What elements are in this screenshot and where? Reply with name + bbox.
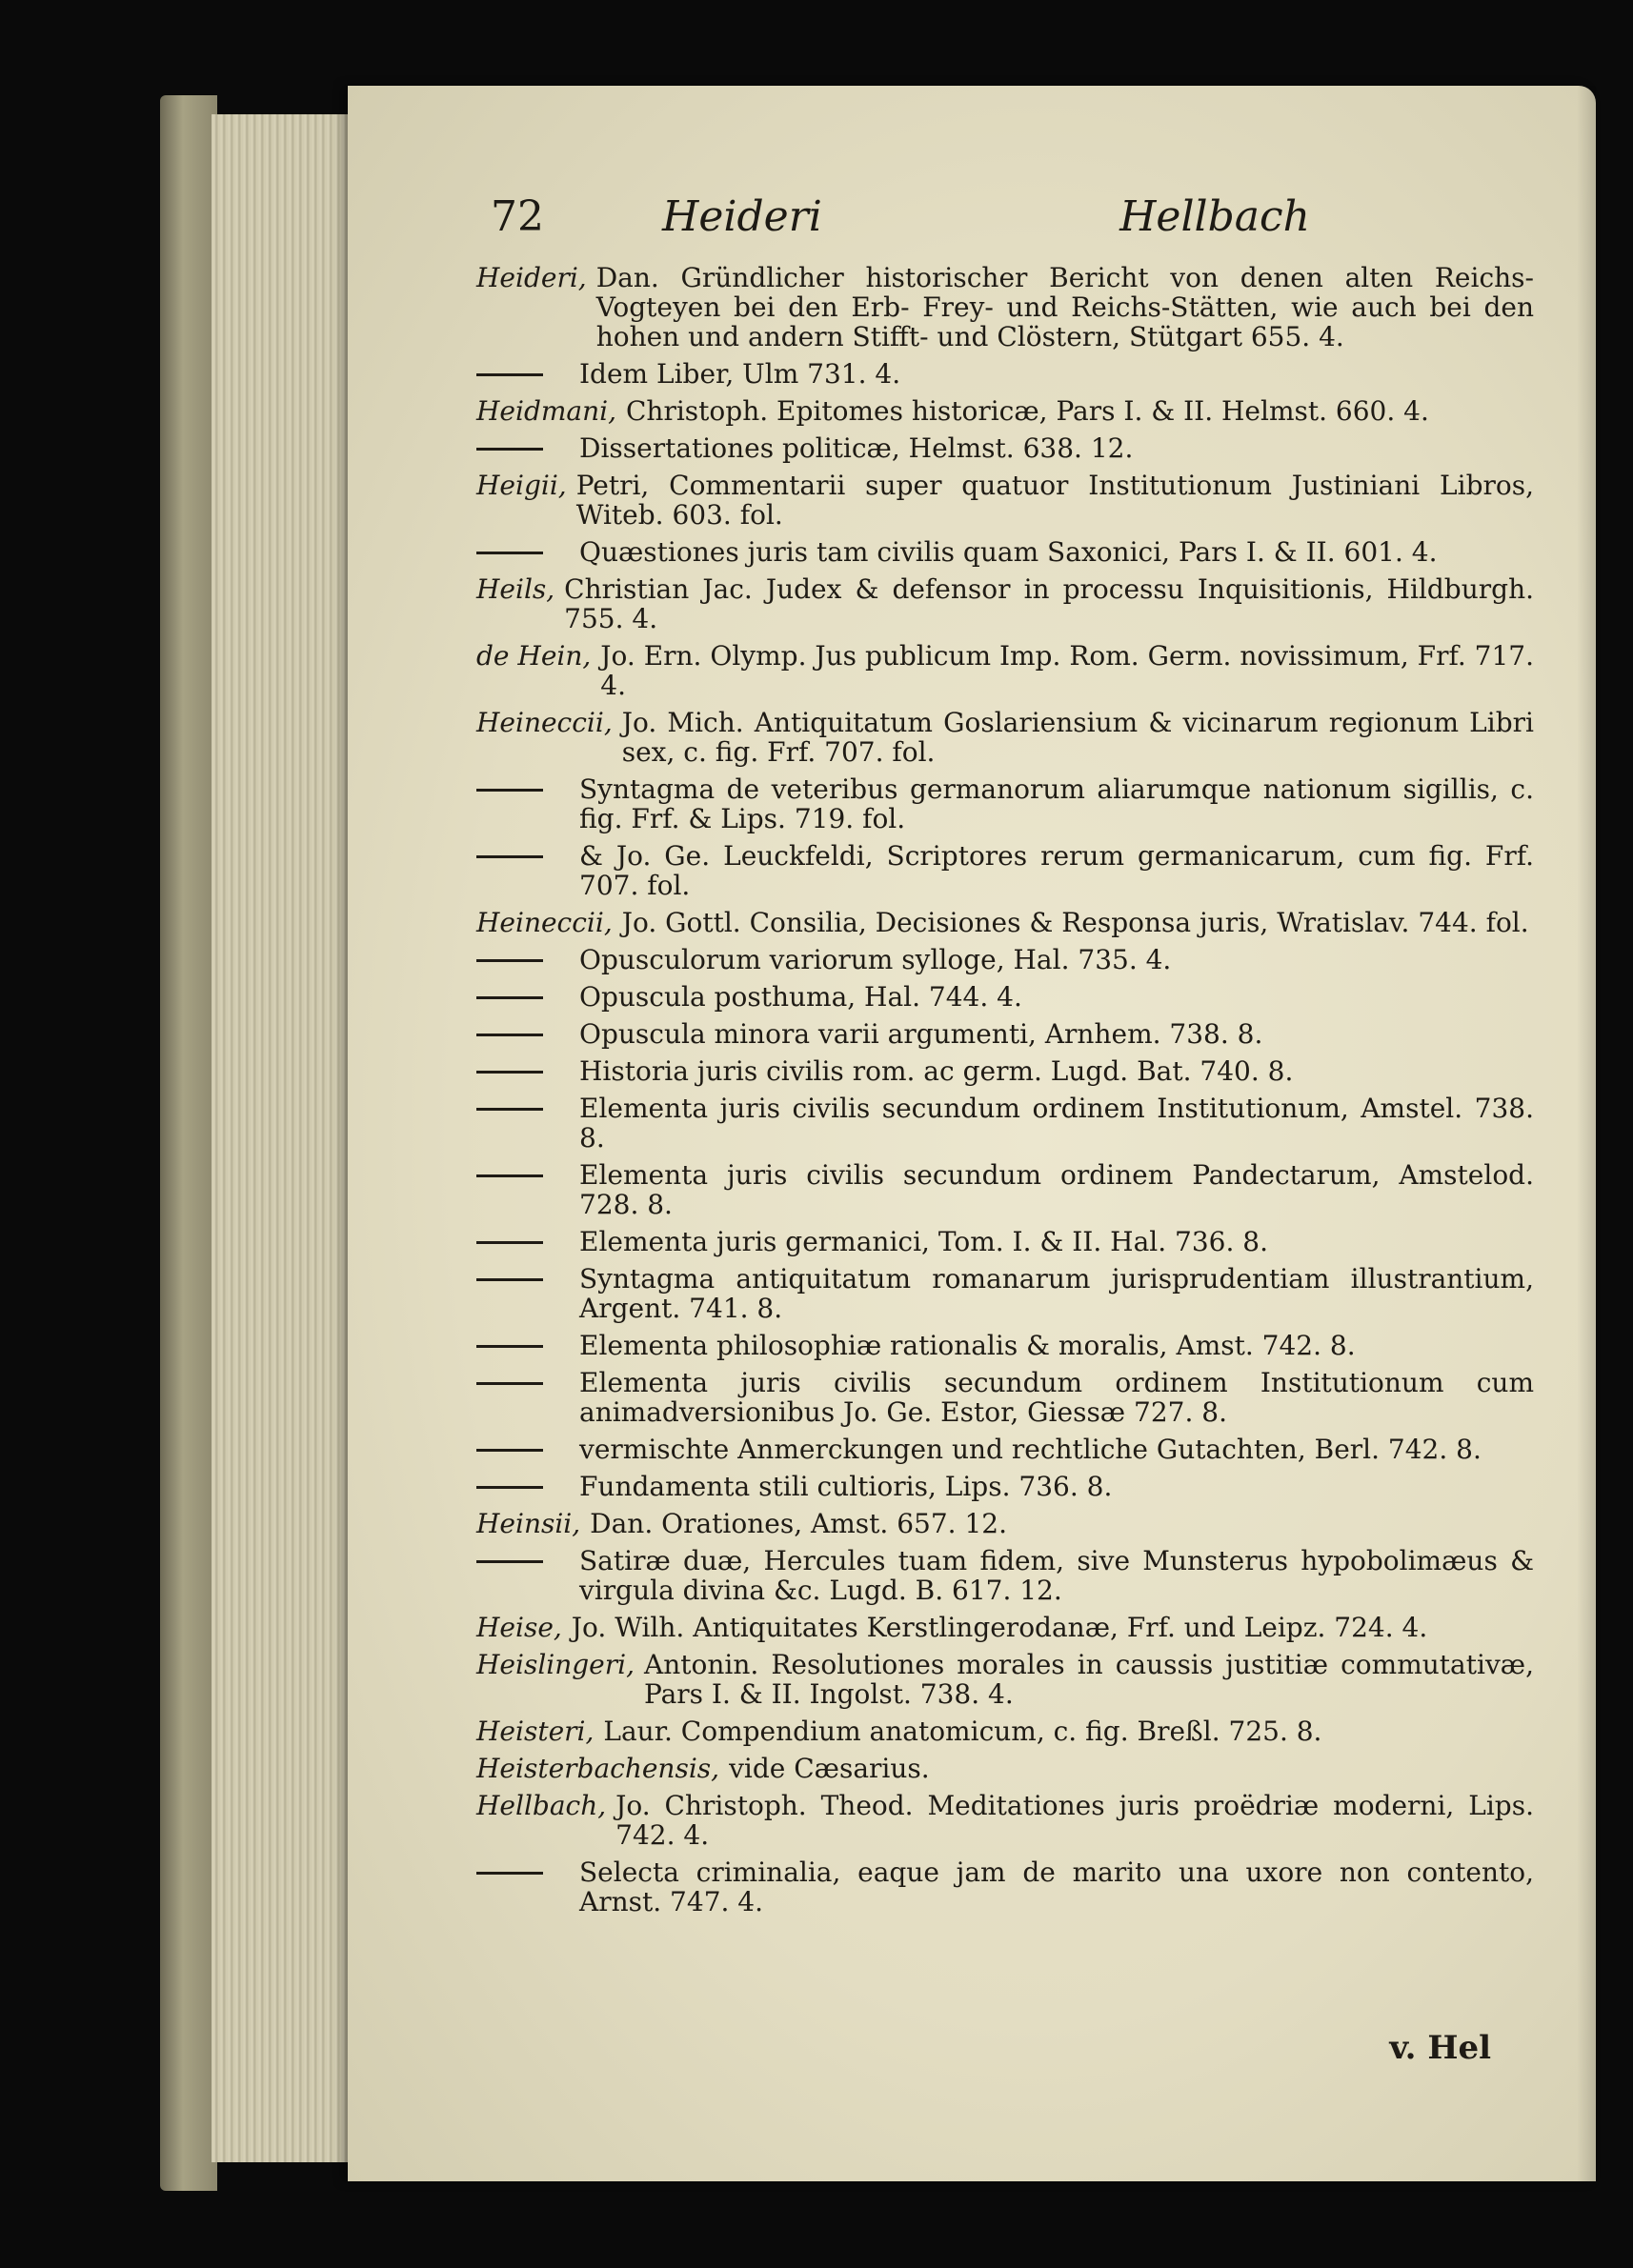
entry-text: Petri, Commentarii super quatuor Institutionum Justiniani Libros, Witeb. 603. fol. (575, 470, 1534, 531)
entry-text: Jo. Gottl. Consilia, Decisiones & Responsa juris, Wratislav. 744. fol. (621, 907, 1529, 938)
catalog-subentry (476, 433, 1534, 463)
ditto-dash (476, 789, 543, 792)
entry-text: Christian Jac. Judex & defensor in processu Inquisitionis, Hildburgh. 755. 4. (564, 573, 1534, 634)
entry-text: Elementa juris civilis secundum ordinem Pandectarum, Amstelod. 728. 8. (579, 1159, 1534, 1220)
ditto-dash (476, 1345, 543, 1348)
catalog-subentry (476, 841, 1534, 900)
ditto-dash (476, 1382, 543, 1385)
catchword: v. Hel (1389, 2029, 1491, 2067)
catalog-entry (476, 1650, 1534, 1709)
catalog-subentry (476, 537, 1534, 567)
entry-author: Heigii, (476, 470, 567, 501)
entry-text: Laur. Compendium anatomicum, c. fig. Breßl. 725. 8. (603, 1716, 1322, 1747)
book-cover-edge (160, 95, 217, 2191)
catalog-entries (476, 255, 1534, 1917)
ditto-dash (476, 1560, 543, 1563)
entry-text: Dan. Orationes, Amst. 657. 12. (590, 1508, 1007, 1539)
ditto-dash (476, 996, 543, 999)
entry-text: Quæstiones juris tam civilis quam Saxonici, Pars I. & II. 601. 4. (579, 536, 1438, 568)
catalog-entry (476, 1613, 1534, 1642)
header-right-word: Hellbach (1119, 192, 1310, 241)
catalog-subentry (476, 1227, 1534, 1256)
entry-text: Elementa juris germanici, Tom. I. & II. Hal. 736. 8. (579, 1226, 1268, 1257)
entry-text: Satiræ duæ, Hercules tuam fidem, sive Munsterus hypobolimæus & virgula divina &c. Lugd. B. 617. 12. (579, 1545, 1534, 1606)
catalog-entry (476, 1791, 1534, 1850)
ditto-dash (476, 855, 543, 858)
catalog-subentry (476, 1264, 1534, 1323)
entry-text: Opuscula minora varii argumenti, Arnhem. 738. 8. (579, 1018, 1263, 1050)
catalog-entry (476, 708, 1534, 767)
entry-text: Selecta criminalia, eaque jam de marito una uxore non contento, Arnst. 747. 4. (579, 1857, 1534, 1917)
ditto-dash (476, 448, 543, 451)
catalog-subentry (476, 1019, 1534, 1049)
catalog-entry (476, 263, 1534, 351)
entry-author: Heislingeri, (476, 1649, 635, 1680)
entry-text: Fundamenta stili cultioris, Lips. 736. 8. (579, 1471, 1113, 1502)
catalog-entry (476, 1509, 1534, 1538)
entry-text: Christoph. Epitomes historicæ, Pars I. & II. Helmst. 660. 4. (626, 395, 1429, 427)
entry-text: Opuscula posthuma, Hal. 744. 4. (579, 981, 1022, 1013)
catalog-subentry (476, 1331, 1534, 1360)
entry-text: Opusculorum variorum sylloge, Hal. 735. 4. (579, 944, 1172, 975)
entry-author: Heisterbachensis, (476, 1753, 720, 1784)
ditto-dash (476, 1034, 543, 1036)
catalog-subentry (476, 1472, 1534, 1501)
entry-author: Heineccii, (476, 907, 613, 938)
catalog-subentry (476, 1094, 1534, 1153)
catalog-subentry (476, 1056, 1534, 1086)
entry-text: Syntagma de veteribus germanorum aliarumque nationum sigillis, c. fig. Frf. & Lips. 719. fol. (579, 773, 1534, 834)
catalog-entry (476, 396, 1534, 426)
catalog-subentry (476, 1546, 1534, 1605)
entry-text: Idem Liber, Ulm 731. 4. (579, 358, 901, 390)
catalog-subentry (476, 1160, 1534, 1219)
running-header (491, 192, 1501, 250)
entry-text: Elementa juris civilis secundum ordinem Institutionum cum animadversionibus Jo. Ge. Estor, Giessæ 727. 8. (579, 1367, 1534, 1428)
ditto-dash (476, 1872, 543, 1875)
ditto-dash (476, 1241, 543, 1244)
catalog-subentry (476, 359, 1534, 389)
entry-text: Elementa philosophiæ rationalis & moralis, Amst. 742. 8. (579, 1330, 1356, 1361)
entry-author: Heisteri, (476, 1716, 595, 1747)
entry-text: vermischte Anmerckungen und rechtliche Gutachten, Berl. 742. 8. (579, 1434, 1482, 1465)
entry-text: Antonin. Resolutiones morales in caussis justitiæ commutativæ, Pars I. & II. Ingolst. 738. 4. (644, 1649, 1534, 1710)
entry-text: Jo. Wilh. Antiquitates Kerstlingerodanæ, Frf. und Leipz. 724. 4. (571, 1612, 1428, 1643)
catalog-entry (476, 471, 1534, 530)
entry-text: Elementa juris civilis secundum ordinem Institutionum, Amstel. 738. 8. (579, 1093, 1534, 1154)
entry-text: Historia juris civilis rom. ac germ. Lugd. Bat. 740. 8. (579, 1055, 1294, 1087)
book-page (348, 86, 1596, 2181)
catalog-subentry (476, 982, 1534, 1012)
page-shadow (1577, 86, 1596, 2181)
ditto-dash (476, 1278, 543, 1281)
catalog-entry (476, 1716, 1534, 1746)
entry-text: Dan. Gründlicher historischer Bericht von denen alten Reichs-Vogteyen bei den Erb- Frey- und Reichs-Stätten, wie auch bei den hohen und andern Stifft- und Clöstern, Stütgart 655. 4. (595, 262, 1534, 352)
entry-author: Heineccii, (476, 707, 613, 738)
entry-text: Syntagma antiquitatum romanarum jurisprudentiam illustrantium, Argent. 741. 8. (579, 1263, 1534, 1324)
ditto-dash (476, 552, 543, 554)
entry-text: Jo. Christoph. Theod. Meditationes juris proëdriæ moderni, Lips. 742. 4. (615, 1790, 1534, 1851)
entry-text: Jo. Ern. Olymp. Jus publicum Imp. Rom. Germ. novissimum, Frf. 717. 4. (600, 640, 1534, 701)
entry-author: Heils, (476, 573, 555, 605)
entry-text: vide Cæsarius. (729, 1753, 930, 1784)
ditto-dash (476, 1449, 543, 1452)
entry-author: Heinsii, (476, 1508, 581, 1539)
catalog-subentry (476, 1368, 1534, 1427)
page-edges (212, 114, 354, 2162)
catalog-entry (476, 641, 1534, 700)
page-number: 72 (491, 192, 544, 241)
ditto-dash (476, 1174, 543, 1177)
ditto-dash (476, 1071, 543, 1074)
entry-text: Dissertationes politicæ, Helmst. 638. 12. (579, 432, 1134, 464)
ditto-dash (476, 373, 543, 376)
catalog-entry (476, 574, 1534, 633)
entry-author: Heise, (476, 1612, 562, 1643)
entry-text: & Jo. Ge. Leuckfeldi, Scriptores rerum germanicarum, cum fig. Frf. 707. fol. (579, 840, 1534, 901)
catalog-subentry (476, 1857, 1534, 1917)
ditto-dash (476, 1486, 543, 1489)
entry-author: de Hein, (476, 640, 592, 672)
catalog-entry (476, 908, 1534, 937)
entry-text: Jo. Mich. Antiquitatum Goslariensium & vicinarum regionum Libri sex, c. fig. Frf. 707. fol. (621, 707, 1534, 768)
catalog-subentry (476, 774, 1534, 833)
header-left-word: Heideri (662, 192, 822, 241)
entry-author: Heideri, (476, 262, 587, 293)
catalog-subentry (476, 1435, 1534, 1464)
entry-author: Hellbach, (476, 1790, 607, 1821)
entry-author: Heidmani, (476, 395, 616, 427)
catalog-subentry (476, 945, 1534, 974)
ditto-dash (476, 1108, 543, 1111)
catalog-entry (476, 1754, 1534, 1783)
ditto-dash (476, 959, 543, 962)
